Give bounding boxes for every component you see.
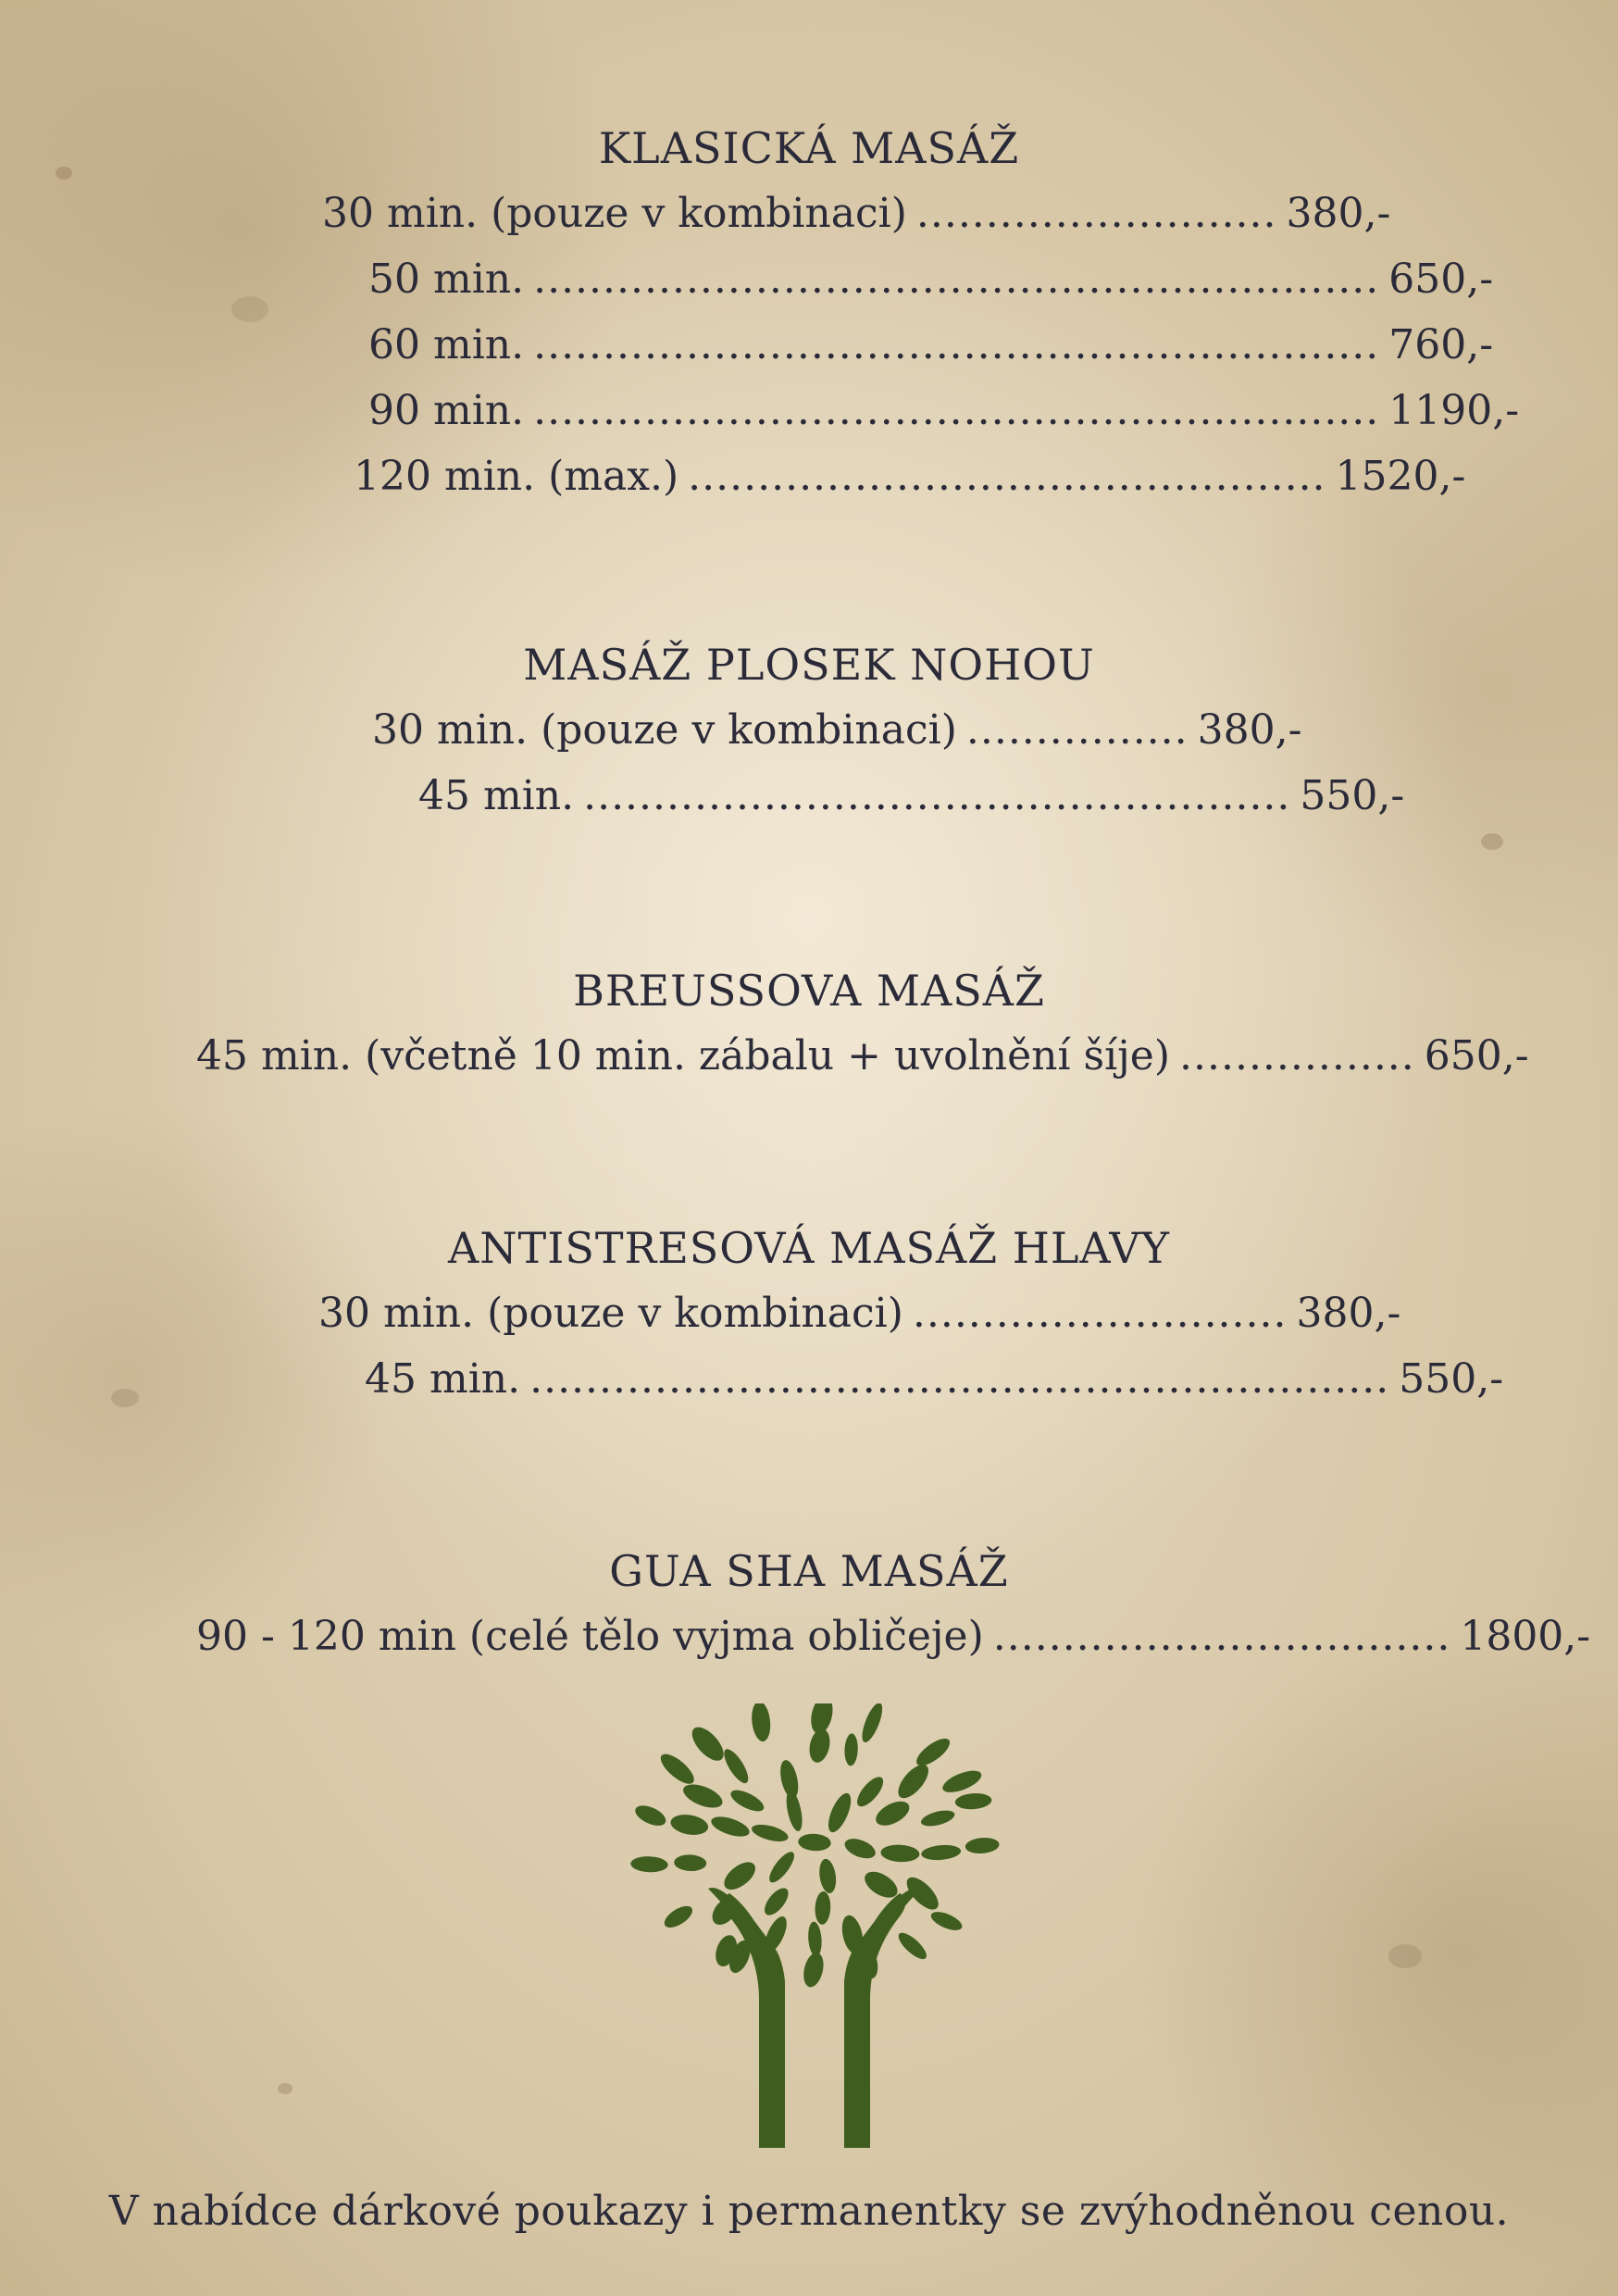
row-price: 550,- [1399,1355,1504,1403]
row-price: 1800,- [1460,1613,1591,1660]
tree-leaf [853,1773,888,1811]
dot-leader: ............................................................. [533,387,1380,434]
tree-leaf [765,1848,799,1886]
price-row [0,443,1618,509]
tree-leaf [893,1760,934,1803]
price-row [0,1603,1618,1669]
row-label: 50 min. [368,256,525,303]
row-label: 45 min. (včetně 10 min. zábalu + uvolnění šíje) [196,1032,1171,1079]
price-row [0,1280,1618,1346]
tree-leaf [661,1902,696,1931]
dot-leader: ........................... [912,1290,1288,1337]
dot-leader: .............................................................. [529,1355,1390,1403]
tree-leaf [750,1821,790,1844]
section-title: ANTISTRESOVÁ MASÁŽ HLAVY [448,1223,1170,1273]
tree-leaf [719,1857,760,1895]
tree-leaf [919,1807,956,1828]
row-label: 45 min. [365,1355,521,1403]
section-title: GUA SHA MASÁŽ [609,1546,1009,1596]
tree-leaf [808,1703,836,1736]
tree-leaf [940,1766,984,1797]
row-price: 1520,- [1335,453,1466,500]
price-row [0,697,1618,763]
tree-leaf [817,1858,838,1894]
row-price: 380,- [1296,1290,1401,1337]
tree-leaf [632,1802,668,1829]
row-price: 650,- [1424,1032,1529,1079]
dot-leader: .......................... [915,190,1277,237]
tree-leaf [858,1703,886,1744]
row-label: 45 min. [418,772,575,819]
dot-leader: ............................................................. [533,256,1380,303]
section-klasicka-masaz [0,116,1618,509]
tree-leaf [709,1813,752,1841]
section-breussova-masaz [0,958,1618,1089]
price-row [0,181,1618,246]
tree-leaf [954,1792,992,1811]
tree-leaf [750,1703,772,1742]
row-label: 30 min. (pouze v kombinaci) [372,706,957,754]
dot-leader: ............................................................. [533,321,1380,368]
tree-leaf [913,1734,954,1770]
row-label: 60 min. [368,321,525,368]
tree-leaf [720,1746,753,1787]
tree-leaf [872,1796,914,1830]
paper-speck [1388,1944,1422,1968]
dot-leader: ................................................... [583,772,1291,819]
section-gua-sha-masaz [0,1539,1618,1669]
paper-speck [1481,833,1503,850]
dot-leader: ................. [1179,1032,1415,1079]
tree-leaf [669,1812,710,1837]
tree-hands-logo-icon [620,1703,1009,2148]
dot-leader: ................................. [992,1613,1451,1660]
tree-leaf [844,1733,859,1766]
price-row [0,246,1618,312]
tree-leaf [778,1758,802,1800]
tree-leaf [824,1791,855,1836]
row-label: 30 min. (pouze v kombinaci) [322,190,907,237]
tree-leaf [965,1837,1000,1855]
row-label: 90 - 120 min (celé tělo vyjma obličeje) [196,1613,984,1660]
tree-leaf [798,1833,831,1853]
tree-leaf [656,1749,699,1789]
row-price: 650,- [1388,256,1494,303]
price-row [0,1346,1618,1412]
tree-leaf [801,1951,827,1990]
section-masaz-plosek-nohou [0,632,1618,829]
row-price: 380,- [1197,706,1302,754]
price-row [0,312,1618,378]
tree-leaf [842,1835,878,1863]
paper-speck [278,2083,292,2094]
tree-leaf [674,1854,707,1872]
section-title: KLASICKÁ MASÁŽ [598,123,1020,173]
tree-leaf [760,1884,792,1919]
footer-note: V nabídce dárkové poukazy i permanentky se zvýhodněnou cenou. [108,2188,1510,2235]
price-row [0,763,1618,829]
tree-leaf [815,1891,831,1926]
price-row [0,1023,1618,1089]
row-label: 120 min. (max.) [354,453,679,500]
section-antistresova-masaz-hlavy [0,1216,1618,1412]
price-row [0,378,1618,443]
tree-leaf [928,1908,965,1934]
tree-leaf [687,1722,729,1766]
row-price: 1190,- [1388,387,1520,434]
tree-leaf [728,1786,766,1816]
tree-leaf [921,1843,962,1861]
tree-leaf [807,1921,823,1957]
tree-leaf [680,1779,726,1812]
dot-leader: ................ [965,706,1189,754]
tree-leaf [880,1844,920,1864]
row-label: 90 min. [368,387,525,434]
row-price: 380,- [1286,190,1391,237]
tree-leaf [895,1928,930,1963]
section-title: MASÁŽ PLOSEK NOHOU [523,640,1095,690]
dot-leader: .............................................. [688,453,1326,500]
section-title: BREUSSOVA MASÁŽ [573,966,1045,1016]
tree-leaf [630,1855,668,1873]
row-price: 550,- [1300,772,1405,819]
row-price: 760,- [1388,321,1494,368]
row-label: 30 min. (pouze v kombinaci) [318,1290,903,1337]
